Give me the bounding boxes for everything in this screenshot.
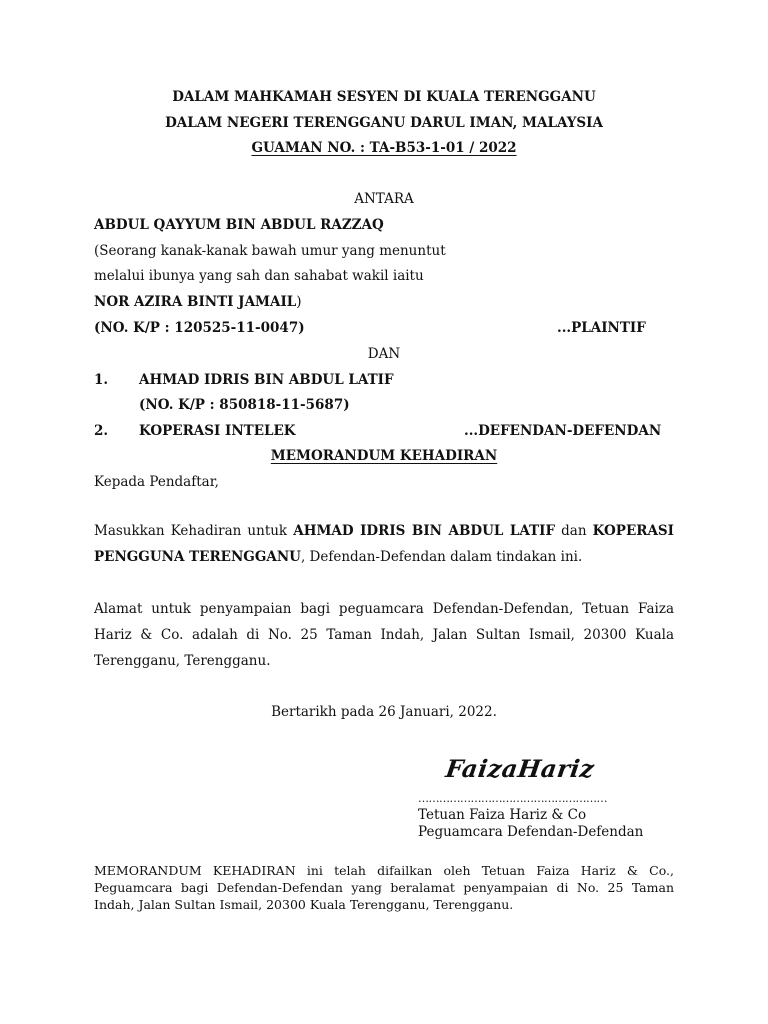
signature-role: Peguamcara Defendan-Defendan [418, 824, 644, 840]
case-number: GUAMAN NO. : TA-B53-1-01 / 2022 [251, 140, 517, 156]
and-label: DAN [367, 346, 401, 362]
date-line: Bertarikh pada 26 Januari, 2022. [271, 704, 497, 720]
address-paragraph: Alamat untuk penyampaian bagi peguamcara Defendan-Defendan, Tetuan Faiza Hariz & Co. adalah di No. 25 Taman Indah, Jalan Sultan Ismail, 20300 Kuala Terengganu, Terengganu. [94, 601, 674, 669]
court-title: DALAM MAHKAMAH SESYEN DI KUALA TERENGGANU [172, 89, 596, 105]
defendant-1-name: AHMAD IDRIS BIN ABDUL LATIF [139, 372, 394, 388]
defendant-2-name: KOPERASI INTELEK [139, 423, 296, 439]
signature-dots: ……………………………………………… [418, 792, 607, 805]
case-number-wrap [0, 139, 768, 157]
plaintiff-name: ABDUL QAYYUM BIN ABDUL RAZZAQ [94, 217, 384, 233]
signature-image: FaizaHariz [443, 754, 597, 783]
defendant-role: ...DEFENDAN-DEFENDAN [464, 423, 662, 439]
memo-title-wrap [0, 447, 768, 465]
appearance-text-1: Masukkan Kehadiran untuk [94, 523, 294, 539]
appearance-defendant-2: KOPERASI PENGGUNA TERENGGANU [94, 523, 675, 565]
memo-title: MEMORANDUM KEHADIRAN [270, 448, 498, 464]
guardian-line [94, 293, 302, 311]
guardian-close: ) [296, 294, 302, 310]
plaintiff-ic: (NO. K/P : 120525-11-0047) [94, 320, 305, 336]
appearance-defendant-1: AHMAD IDRIS BIN ABDUL LATIF [293, 523, 556, 539]
between-label: ANTARA [354, 191, 414, 207]
salutation: Kepada Pendaftar, [94, 474, 219, 490]
plaintiff-description-1: (Seorang kanak-kanak bawah umur yang menuntut [94, 243, 446, 259]
appearance-paragraph [94, 518, 674, 570]
plaintiff-role: ...PLAINTIF [557, 320, 646, 336]
appearance-text-2: dan [555, 523, 593, 539]
defendant-1-number: 1. [94, 372, 109, 388]
guardian-name: NOR AZIRA BINTI JAMAIL [94, 294, 297, 310]
defendant-2-number: 2. [94, 423, 109, 439]
defendant-1-ic: (NO. K/P : 850818-11-5687) [139, 397, 350, 413]
state-title: DALAM NEGERI TERENGGANU DARUL IMAN, MALAYSIA [165, 115, 603, 131]
plaintiff-description-2: melalui ibunya yang sah dan sahabat wakil iaitu [94, 268, 424, 284]
filing-note: MEMORANDUM KEHADIRAN ini telah difailkan oleh Tetuan Faiza Hariz & Co., Peguamcara bagi Defendan-Defendan yang beralamat penyampaian di No. 25 Taman Indah, Jalan Sultan Ismail, 20300 Kuala Terengganu, Terengganu. [94, 863, 674, 912]
appearance-text-3: , Defendan-Defendan dalam tindakan ini. [300, 549, 583, 565]
signature-firm: Tetuan Faiza Hariz & Co [418, 807, 587, 823]
